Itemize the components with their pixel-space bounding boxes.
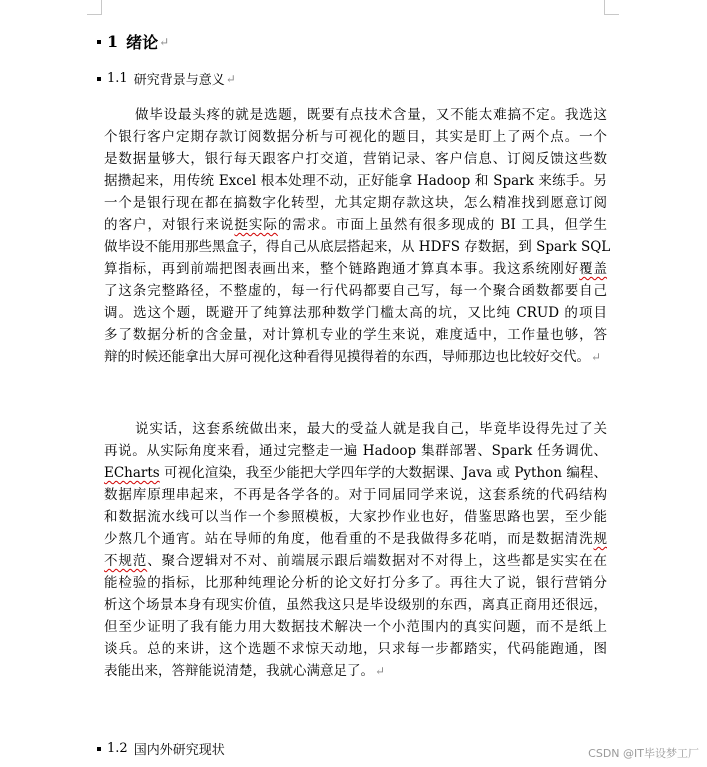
- paragraph-1-line: 个银行客户定期存款订阅数据分析与可视化的题目，其实是盯上了两个点。一个: [104, 129, 607, 145]
- paragraph-1-line: 算指标，再到前端把图表画出来，整个链路跑通才算真本事。我这系统刚好覆盖: [104, 261, 608, 277]
- heading-1-2-number: 1.2: [107, 741, 128, 756]
- paragraph-2-line: 表能出来，答辩能说清楚，我就心满意足了。: [104, 663, 374, 679]
- heading-1-1-title: 研究背景与意义: [133, 73, 225, 88]
- heading-1-1: [97, 69, 236, 88]
- paragraph-2-line: 能检验的指标，比那种纯理论分析的论文好打分多了。再往大了说，银行营销分: [104, 575, 607, 591]
- paragraph-2-line: 数据库原理串起来，不再是各学各的。对于同届同学来说，这套系统的代码结构: [104, 487, 607, 503]
- paragraph-1-line: 做毕设最头疼的就是选题，既要有点技术含量，又不能太难搞不定。我选这: [135, 107, 607, 123]
- heading-bullet-icon: [97, 40, 101, 44]
- paragraph-2-last-line: [104, 660, 607, 682]
- heading-1-2: [97, 739, 225, 758]
- paragraph-1-line: 的客户，对银行来说挺实际的需求。市面上虽然有很多现成的 BI 工具，但学生: [104, 217, 608, 233]
- spellcheck-underline: 不规范: [104, 553, 148, 569]
- paragraph-2-line: 但至少证明了我有能力用大数据技术解决一个小范围内的真实问题，而不是纸上: [104, 619, 607, 635]
- heading-1-2-title: 国内外研究现状: [133, 743, 225, 758]
- heading-1-1-number: 1.1: [107, 71, 128, 86]
- paragraph-1: [104, 104, 611, 368]
- spellcheck-underline: 覆盖: [579, 261, 608, 277]
- crop-mark-top-right: [604, 0, 619, 15]
- paragraph-1-last-line: [104, 346, 607, 368]
- paragraph-1-line: 据攒起来，用传统 Excel 根本处理不动，正好能拿 Hadoop 和 Spark 来练手。另: [104, 173, 607, 189]
- heading-1: [97, 30, 169, 53]
- spellcheck-underline: 挺实际: [234, 217, 278, 233]
- paragraph-1-line: 辩的时候还能拿出大屏可视化这种看得见摸得着的东西，导师那边也比较好交代。: [104, 349, 590, 365]
- paragraph-1-line: 调。选这个题，既避开了纯算法那种数学门槛太高的坑，又比纯 CRUD 的项目: [104, 305, 607, 321]
- csdn-watermark: CSDN @IT毕设梦工厂: [588, 747, 699, 760]
- paragraph-1-line: 一个是银行现在都在搞数字化转型，尤其定期存款这块，怎么精准找到愿意订阅: [104, 195, 607, 211]
- paragraph-1-line: 多了数据分析的含金量，对计算机专业的学生来说，难度适中，工作量也够，答: [104, 327, 607, 343]
- paragraph-2-line: ECharts 可视化渲染，我至少能把大学四年学的大数据课、Java 或 Python 编程、: [104, 465, 607, 481]
- spellcheck-underline: ECharts: [104, 465, 160, 481]
- paragraph-2-line: 少熬几个通宵。站在导师的角度，他看重的不是我做得多花哨，而是数据清洗规: [104, 531, 607, 547]
- paragraph-1-line: 做毕设不能用那些黑盒子，得自己从底层搭起来，从 HDFS 存数据，到 Spark SQL: [104, 239, 611, 255]
- paragraph-2-line: 再说。从实际角度来看，通过完整走一遍 Hadoop 集群部署、Spark 任务调优、: [104, 443, 607, 459]
- paragraph-mark-icon: ↵: [159, 34, 170, 49]
- heading-1-title: 绪论: [126, 33, 159, 52]
- paragraph-mark-icon: ↵: [225, 71, 236, 86]
- paragraph-1-line: 了这条完整路径，不整虚的，每一行代码都要自己写，每一个聚合函数都要自己: [104, 283, 607, 299]
- paragraph-mark-icon: ↵: [375, 664, 386, 678]
- paragraph-2-line: 不规范、聚合逻辑对不对、前端展示跟后端数据对不对得上，这些都是实实在在: [104, 553, 608, 569]
- spellcheck-underline: 规: [593, 531, 607, 547]
- paragraph-mark-icon: ↵: [591, 350, 602, 364]
- heading-bullet-icon: [97, 77, 101, 81]
- paragraph-2-line: 析这个场景本身有现实价值，虽然我这只是毕设级别的东西，离真正商用还很远，: [104, 597, 607, 613]
- paragraph-2-line: 和数据流水线可以当作一个参照模板，大家抄作业也好，借鉴思路也罢，至少能: [104, 509, 607, 525]
- paragraph-2: [104, 418, 607, 682]
- paragraph-1-line: 是数据量够大，银行每天跟客户打交道，营销记录、客户信息、订阅反馈这些数: [104, 151, 607, 167]
- heading-bullet-icon: [97, 747, 101, 751]
- heading-1-number: 1: [107, 32, 119, 51]
- paragraph-2-line: 谈兵。总的来讲，这个选题不求惊天动地，只求每一步都踏实，代码能跑通，图: [104, 641, 607, 657]
- paragraph-2-line: 说实话，这套系统做出来，最大的受益人就是我自己，毕竟毕设得先过了关: [135, 421, 607, 437]
- crop-mark-top-left: [87, 0, 102, 15]
